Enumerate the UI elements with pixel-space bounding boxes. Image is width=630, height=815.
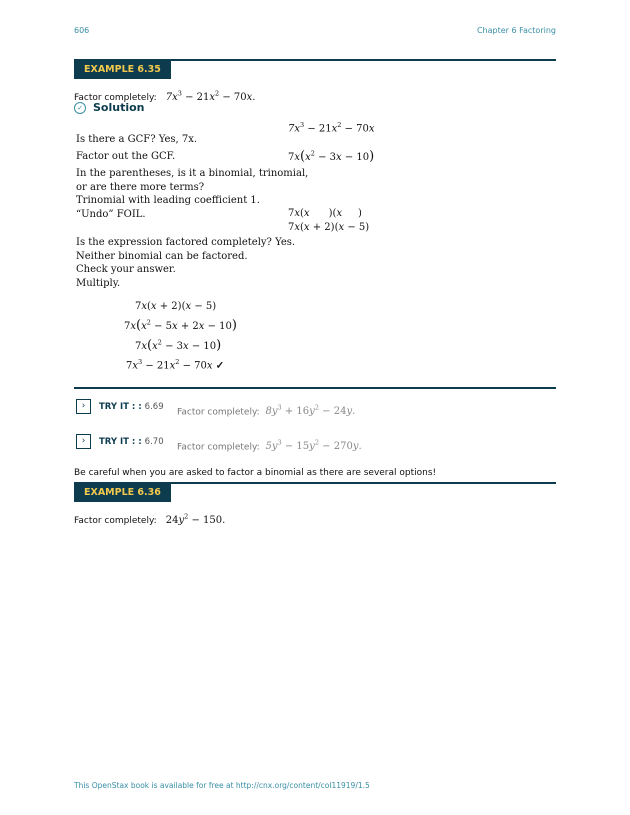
try-it-prompt: Factor completely:: [177, 442, 260, 453]
math-factored: 7x(x + 2)(x − 5): [288, 222, 370, 233]
step-gcf: Is there a GCF? Yes, 7x.: [76, 134, 198, 145]
try-it-6-69-problem: [177, 404, 355, 417]
try-it-expression: $5y^3 - 15y^2 - 270y$.: [265, 439, 362, 453]
try-it-label: TRY IT : :: [99, 436, 142, 447]
page-number: 606: [74, 26, 90, 35]
example-636-label: EXAMPLE 6.36: [74, 484, 171, 502]
try-it-prompt: Factor completely:: [177, 407, 260, 418]
chapter-title: Chapter 6 Factoring: [476, 26, 556, 35]
step-multiply: Multiply.: [76, 278, 121, 289]
step-more-terms: or are there more terms?: [76, 182, 205, 193]
check-line-2: $7x(x^2 - 5x + 2x - 10)$: [124, 318, 237, 333]
check-line-4: $7x^3 - 21x^2 - 70x$ ✓: [126, 358, 225, 372]
step-check-answer: Check your answer.: [76, 264, 176, 275]
try-it-number: 6.70: [144, 436, 164, 447]
step-parentheses: In the parentheses, is it a binomial, trinomial,: [76, 168, 309, 179]
step-factor-gcf: Factor out the GCF.: [76, 151, 176, 162]
try-it-6-69: [76, 399, 164, 414]
solution-title: Solution: [93, 101, 145, 114]
problem-expression: $24y^2 - 150$.: [165, 512, 226, 526]
check-circle-icon: ✓: [74, 102, 86, 114]
example-label: EXAMPLE 6.35: [74, 61, 171, 79]
check-line-3: $7x(x^2 - 3x - 10)$: [135, 338, 222, 353]
math-undo-foil: 7x(x )(x ): [288, 208, 362, 219]
problem-expression: $7x^3 - 21x^2 - 70x$.: [165, 89, 256, 103]
prompt-text: Factor completely:: [74, 93, 157, 103]
footer-link[interactable]: This OpenStax book is available for free at http://cnx.org/content/col11919/1.5: [74, 781, 370, 790]
math-gcf-factored: $7x(x^2 - 3x - 10)$: [288, 149, 375, 164]
try-it-number: 6.69: [144, 401, 164, 412]
example-636-prompt: [74, 508, 225, 527]
binomial-note: Be careful when you are asked to factor a binomial as there are several options!: [74, 468, 437, 478]
solution-heading: [74, 101, 145, 114]
expand-arrow-icon[interactable]: ›: [76, 399, 91, 414]
try-it-expression: $8y^3 + 16y^2 - 24y$.: [265, 404, 356, 418]
step-trinomial: Trinomial with leading coefficient 1.: [76, 195, 260, 206]
checkmark-icon: ✓: [215, 360, 225, 372]
step-undo-foil: “Undo” FOIL.: [76, 209, 146, 220]
step-neither-binomial: Neither binomial can be factored.: [76, 251, 248, 262]
expand-arrow-icon[interactable]: ›: [76, 434, 91, 449]
try-it-6-70-problem: [177, 439, 362, 452]
step-factored-completely: Is the expression factored completely? Yes.: [76, 237, 296, 248]
prompt-text: Factor completely:: [74, 516, 157, 526]
math-original: $7x^3 - 21x^2 - 70x$: [288, 121, 375, 135]
check-line-1: 7x(x + 2)(x − 5): [135, 301, 217, 312]
example-rule-bottom: [74, 387, 556, 389]
try-it-6-70: [76, 434, 164, 449]
try-it-label: TRY IT : :: [99, 401, 142, 412]
